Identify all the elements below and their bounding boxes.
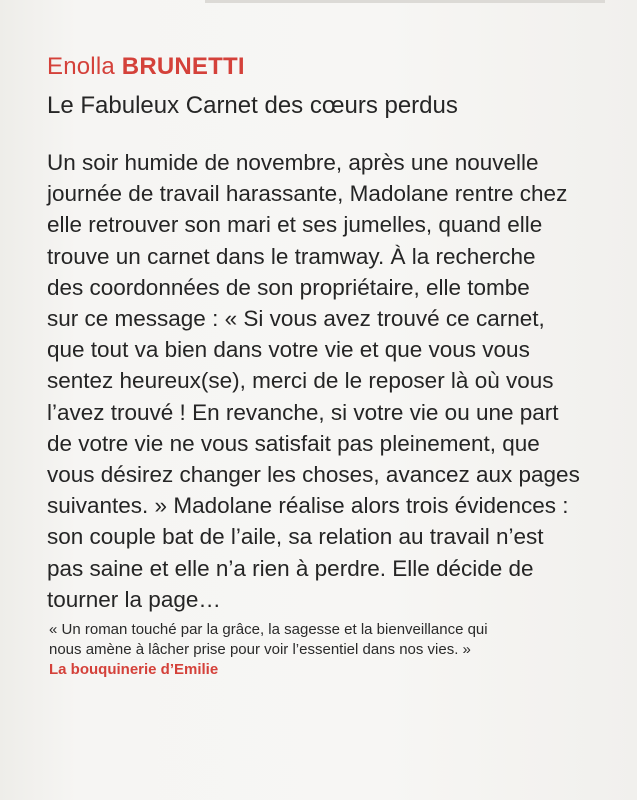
blurb-line: elle retrouver son mari et ses jumelles, quand elle (47, 212, 543, 238)
review-quote (49, 620, 609, 660)
blurb-line: des coordonnées de son propriétaire, elle tombe (47, 274, 530, 300)
blurb-line: tourner la page… (47, 586, 221, 612)
author-name (47, 52, 245, 82)
blurb-line: vous désirez changer les choses, avancez aux pages (47, 462, 580, 488)
blurb-line: trouve un carnet dans le tramway. À la recherche (47, 243, 536, 269)
review-quote-line: « Un roman touché par la grâce, la sagesse et la bienveillance qui (49, 621, 488, 638)
blurb-line: pas saine et elle n’a rien à perdre. Elle décide de (47, 555, 534, 581)
blurb-line: l’avez trouvé ! En revanche, si votre vie ou une part (47, 399, 559, 425)
blurb-line: que tout va bien dans votre vie et que vous vous (47, 337, 530, 363)
author-first-name: Enolla (47, 53, 115, 80)
review-source: La bouquinerie d’Emilie (49, 661, 219, 678)
blurb-line: journée de travail harassante, Madolane rentre chez (47, 181, 568, 207)
book-title: Le Fabuleux Carnet des cœurs perdus (47, 92, 458, 119)
blurb-line: suivantes. » Madolane réalise alors trois évidences : (47, 493, 569, 519)
author-last-name: BRUNETTI (121, 53, 245, 80)
blurb-line: sentez heureux(se), merci de le reposer là où vous (47, 368, 554, 394)
cover-edge (205, 0, 605, 3)
blurb-line: de votre vie ne vous satisfait pas pleinement, que (47, 430, 540, 456)
blurb-paragraph (47, 147, 607, 615)
blurb-line: sur ce message : « Si vous avez trouvé ce carnet, (47, 306, 545, 332)
review-quote-line: nous amène à lâcher prise pour voir l’essentiel dans nos vies. » (49, 641, 471, 658)
blurb-line: son couple bat de l’aile, sa relation au travail n’est (47, 524, 544, 550)
blurb-line: Un soir humide de novembre, après une nouvelle (47, 150, 539, 175)
